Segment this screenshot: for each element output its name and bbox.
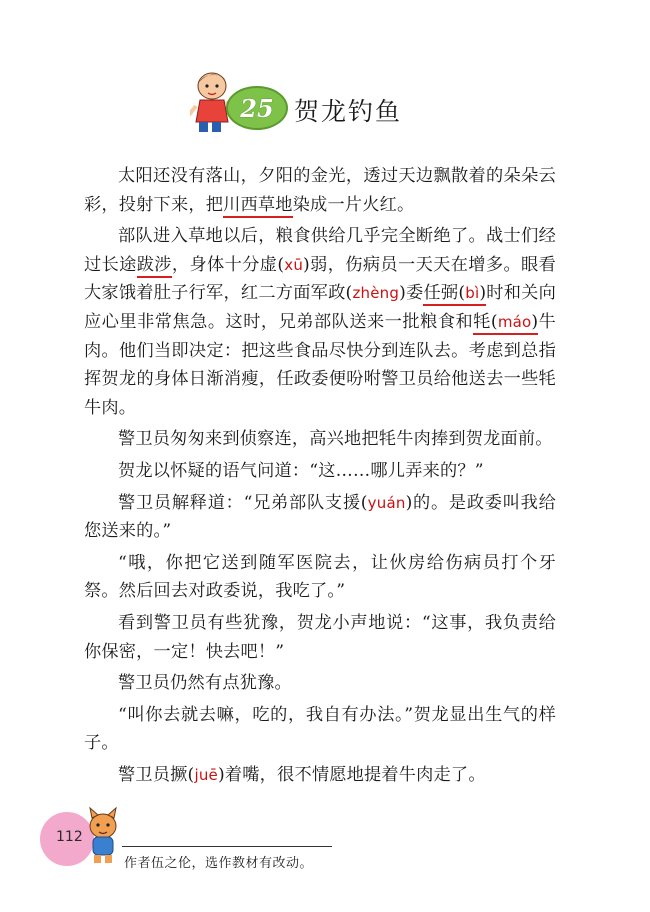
paragraph: 警卫员仍然有点犹豫。 [118, 673, 292, 694]
pinyin-annotation: xū [284, 255, 304, 274]
cat-mascot-icon [84, 806, 122, 864]
lesson-number: 25 [240, 93, 274, 123]
pinyin-annotation: zhèng [352, 284, 400, 303]
footnote-rule [122, 846, 332, 847]
pinyin-annotation: yuán [367, 493, 406, 512]
pinyin-annotation: bì [465, 284, 480, 303]
underlined-term: 牦(máo) [473, 312, 538, 335]
pinyin-annotation: máo [497, 312, 532, 331]
paragraph: 警卫员匆匆来到侦察连，高兴地把牦牛肉捧到贺龙面前。 [118, 429, 553, 450]
lesson-header [190, 66, 490, 146]
paragraph: 部队进入草地以后，粮食供给几乎完全断绝了。战士们经过长途跋涉，身体十分虚(xū)弱，伤病员一天天在增多。眼看大家饿着肚子行军，红二方面军政(zhèng)委任弼(bì)时和关向应心里非常焦急。这时，兄弟部队送来一批粮食和牦(máo)牛肉。他们当即决定：把这些食品尽快分到连队去。考虑到总指挥贺龙的身体日渐消瘦，任政委便吩咐警卫员给他送去一些牦牛肉。 [84, 226, 557, 418]
underlined-term: 川西草地 [223, 195, 293, 218]
paragraph: 太阳还没有落山，夕阳的金光，透过天边飘散着的朵朵云彩，投射下来，把川西草地染成一片火红。 [84, 162, 556, 219]
paragraph: “叫你去就去嘛，吃的，我自有办法。”贺龙显出生气的样子。 [84, 704, 556, 754]
paragraph: 警卫员解释道：“兄弟部队支援(yuán)的。是政委叫我给您送来的。” [84, 492, 556, 542]
paragraph: 看到警卫员有些犹豫，贺龙小声地说：“这事，我负责给你保密，一定！快去吧！” [84, 612, 556, 662]
lesson-title: 贺龙钓鱼 [294, 97, 403, 126]
pinyin-annotation: juē [194, 765, 218, 784]
underlined-term: 跋涉 [137, 255, 172, 278]
paragraph: 警卫员撅(juē)着嘴，很不情愿地提着牛肉走了。 [118, 764, 486, 785]
page-number: 112 [56, 829, 83, 845]
paragraph: “哦，你把它送到随军医院去，让伙房给伤病员打个牙祭。然后回去对政委说，我吃了。” [84, 552, 556, 602]
paragraph: 贺龙以怀疑的语气问道：“这……哪儿弄来的？” [118, 460, 484, 481]
lesson-text [84, 162, 556, 792]
footnote: 作者伍之伦，选作教材有改动。 [124, 856, 314, 871]
underlined-term: 任弼(bì) [423, 283, 486, 306]
lesson-number-badge [226, 86, 288, 130]
